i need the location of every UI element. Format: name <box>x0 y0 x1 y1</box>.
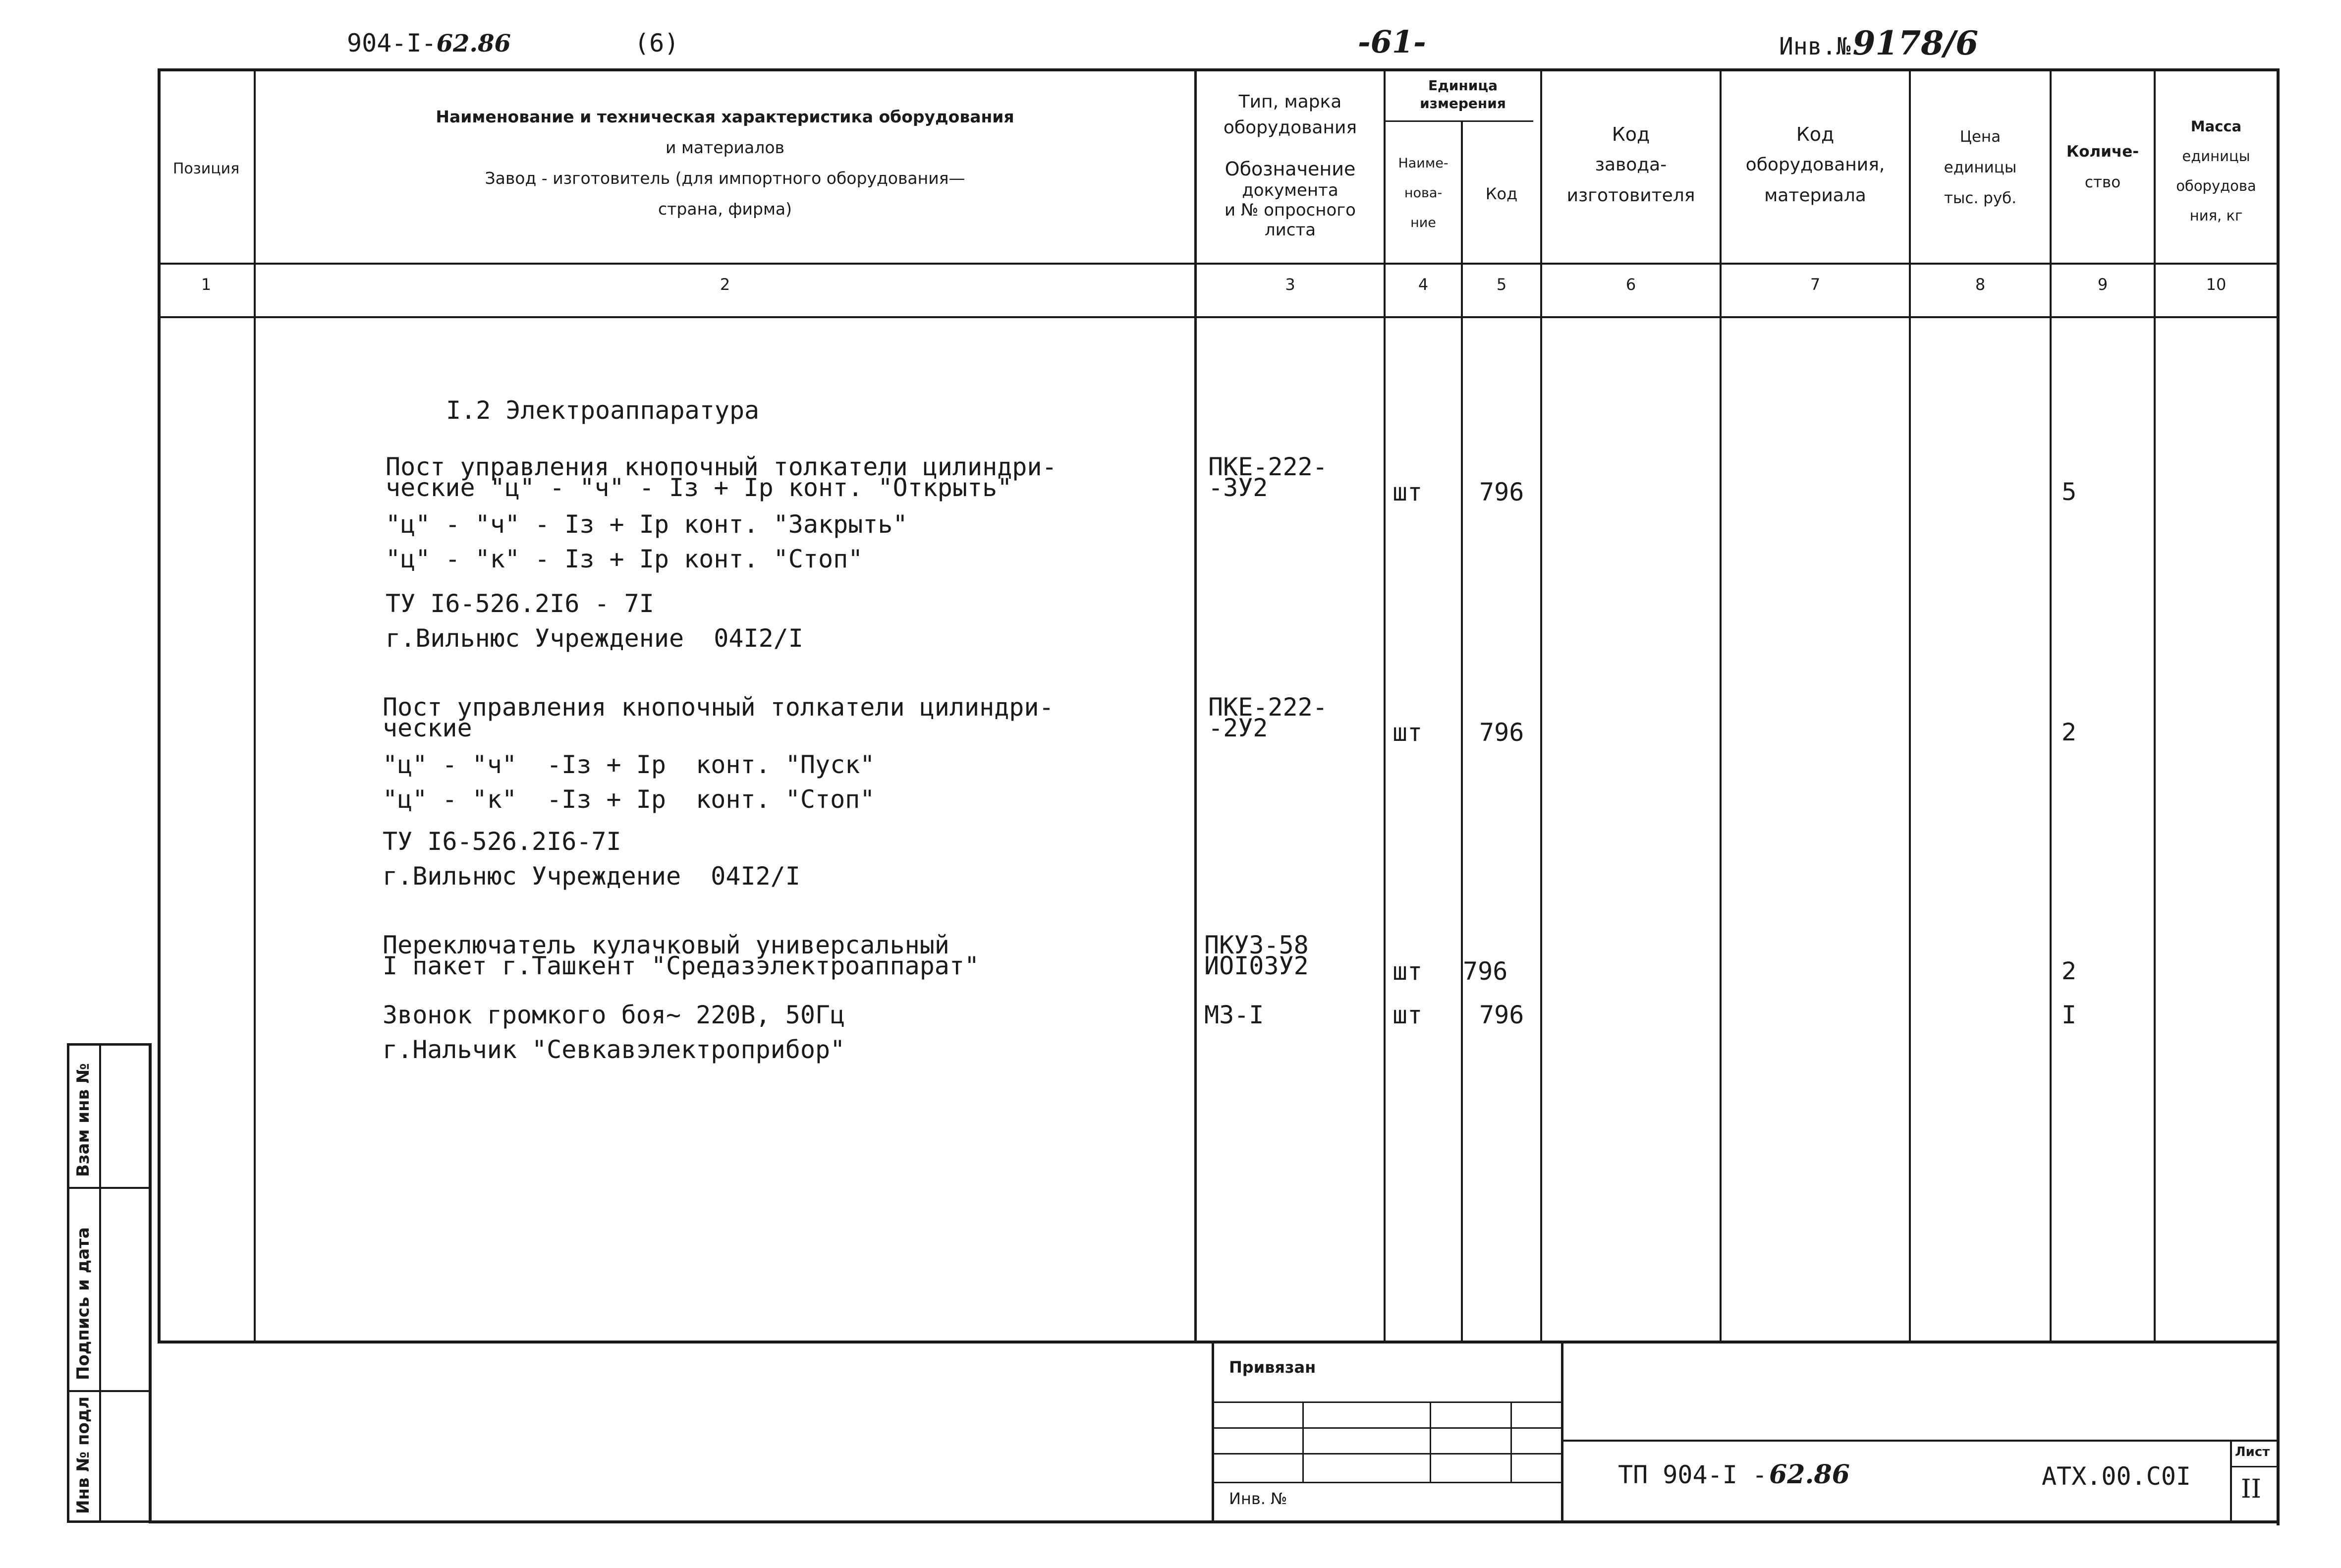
item-1-line-5: ТУ I6-526.2I6 - 7I <box>386 589 654 618</box>
inventory-handwritten: 9178/6 <box>1852 24 1979 62</box>
item-3-type-line-1: ПКУ3-58 <box>1204 931 1309 959</box>
footer-grid-h2 <box>1214 1427 1561 1429</box>
col-divider-8 <box>2050 68 2052 1342</box>
sheet-index: (6) <box>634 29 679 57</box>
header-mass <box>2156 112 2277 230</box>
footer-inv-label: Инв. № <box>1229 1489 1287 1508</box>
header-mass-line-2: единицы <box>2182 148 2250 165</box>
frame-table-bottom <box>158 1341 2280 1344</box>
header-doc-line-1: Обозначение <box>1225 158 1356 180</box>
col-number-1: 1 <box>201 275 212 294</box>
col-number-9: 9 <box>2097 275 2108 294</box>
footer-bound-left <box>1212 1343 1214 1521</box>
header-unit-name-line-3: ние <box>1410 215 1436 230</box>
item-4-line-2: г.Нальчик "Севкавэлектроприбор" <box>383 1035 845 1064</box>
frame-right <box>2277 68 2280 1525</box>
header-doc-line-3: и № опросного <box>1225 200 1356 220</box>
side-strip-left <box>67 1043 69 1523</box>
frame-left <box>158 68 161 1343</box>
item-3-line-1: Переключатель кулачковый универсальный <box>383 931 949 959</box>
item-2-type-line-2: -2У2 <box>1208 714 1268 742</box>
header-unit <box>1386 77 1540 112</box>
unit-group-rule <box>1384 120 1533 122</box>
col-divider-5 <box>1540 68 1542 1342</box>
col-divider-4 <box>1461 121 1463 1342</box>
item-2-line-6: г.Вильнюс Учреждение 04I2/I <box>383 862 800 891</box>
inventory-number <box>1779 24 1978 62</box>
footer-grid-v1 <box>1302 1401 1304 1482</box>
header-equip-line-2: оборудования, <box>1745 155 1885 175</box>
footer-grid-v3 <box>1510 1401 1512 1482</box>
col-number-7: 7 <box>1810 275 1821 294</box>
header-qty-line-2: ство <box>2084 173 2121 191</box>
header-unit-line-1: Единица <box>1428 77 1498 94</box>
side-strip-divider <box>99 1043 101 1523</box>
header-name-line-4: страна, фирма) <box>658 199 792 219</box>
item-2-type-line-1: ПКЕ-222- <box>1208 693 1328 722</box>
header-mass-line-1: Масса <box>2190 118 2242 135</box>
header-equip-line-3: материала <box>1764 185 1866 206</box>
footer-bound-right <box>1561 1343 1563 1521</box>
header-mass-line-3: оборудова <box>2176 177 2256 194</box>
col-divider-9 <box>2154 68 2156 1342</box>
frame-bottom <box>149 1520 2280 1523</box>
header-unit-code: Код <box>1485 184 1518 203</box>
item-2-line-3: "ц" - "ч" -Iз + Iр конт. "Пуск" <box>383 750 875 779</box>
item-4-code: 796 <box>1479 1001 1524 1029</box>
item-2-quantity: 2 <box>2062 719 2077 746</box>
page-number: -61- <box>1358 24 1426 60</box>
header-type-line-1: Тип, марка <box>1238 92 1342 112</box>
side-inv-original: Инв № подл <box>73 1396 93 1514</box>
side-inv-replace: Взам инв № <box>73 1063 93 1177</box>
header-position: Позиция <box>172 160 240 177</box>
item-2-unit: шт <box>1393 718 1423 747</box>
item-1-line-1: Пост управления кнопочный толкатели цилиндри- <box>386 452 1057 481</box>
col-number-8: 8 <box>1975 275 1986 294</box>
footer-project-prefix: ТП 904-I - <box>1618 1460 1768 1489</box>
side-strip-bottom <box>67 1520 149 1523</box>
footer-grid-h3 <box>1214 1453 1561 1455</box>
header-type <box>1197 89 1384 141</box>
header-doc-line-4: листа <box>1264 220 1316 240</box>
item-1-type-line-1: ПКЕ-222- <box>1208 452 1328 481</box>
col-number-2: 2 <box>720 275 730 294</box>
footer-sheet-number: II <box>2241 1474 2262 1504</box>
header-equip-line-1: Код <box>1796 123 1835 145</box>
side-strip-rule-1 <box>67 1187 149 1189</box>
item-2-code: 796 <box>1479 718 1524 747</box>
item-2-line-5: ТУ I6-526.2I6-7I <box>383 827 621 856</box>
header-equipment-code <box>1722 119 1909 211</box>
item-1-line-3: "ц" - "ч" - Iз + Iр конт. "Закрыть" <box>386 510 908 539</box>
item-1-line-2: ческие "ц" - "ч" - Iз + Iр конт. "Открыть" <box>386 473 1012 502</box>
item-4-quantity: I <box>2062 1001 2077 1029</box>
header-maker-code <box>1542 119 1720 211</box>
series-prefix: 904-I- <box>347 29 437 57</box>
side-strip-rule-2 <box>67 1390 149 1392</box>
item-2-line-2: ческие <box>383 714 472 742</box>
col-divider-1 <box>254 68 256 1342</box>
footer-doc-code: АТХ.00.С0I <box>2042 1462 2191 1491</box>
header-unit-name-line-1: Наиме- <box>1398 156 1449 171</box>
col-divider-7 <box>1909 68 1911 1342</box>
side-signature-date: Подпись и дата <box>73 1227 93 1380</box>
header-doc-line-2: документа <box>1242 180 1338 200</box>
header-mass-line-4: ния, кг <box>2189 207 2243 224</box>
footer-grid-h4 <box>1214 1482 1561 1483</box>
side-strip-top <box>67 1043 149 1046</box>
header-name <box>256 102 1194 224</box>
item-4-line-1: Звонок громкого боя~ 220В, 50Гц <box>383 1001 845 1029</box>
item-1-line-6: г.Вильнюс Учреждение 04I2/I <box>386 624 803 653</box>
header-maker-line-2: завода- <box>1595 155 1667 175</box>
item-2-line-4: "ц" - "к" -Iз + Iр конт. "Стоп" <box>383 785 875 814</box>
col-number-4: 4 <box>1418 275 1429 294</box>
col-number-3: 3 <box>1285 275 1295 294</box>
header-document <box>1197 158 1384 240</box>
col-divider-6 <box>1720 68 1722 1342</box>
header-quantity <box>2052 136 2154 198</box>
header-unit-name <box>1386 149 1461 238</box>
section-title: I.2 Электроаппаратура <box>446 396 760 425</box>
item-1-code: 796 <box>1479 478 1524 506</box>
header-unit-name-line-2: нова- <box>1404 185 1443 201</box>
header-qty-line-1: Количе- <box>2066 143 2139 161</box>
series-number <box>347 29 511 57</box>
footer-title-rule <box>1561 1440 2280 1442</box>
item-3-type-line-2: ИОI03У2 <box>1204 952 1309 980</box>
item-1-line-4: "ц" - "к" - Iз + Iр конт. "Стоп" <box>386 545 863 573</box>
item-1-unit: шт <box>1393 478 1423 506</box>
header-price-line-1: Цена <box>1959 128 2001 146</box>
frame-side-left <box>149 1043 152 1523</box>
footer-sheet-label: Лист <box>2235 1445 2270 1459</box>
footer-bound-label: Привязан <box>1229 1358 1316 1377</box>
item-2-line-1: Пост управления кнопочный толкатели цилиндри- <box>383 693 1054 722</box>
header-rule <box>158 263 2280 265</box>
col-number-6: 6 <box>1625 275 1636 294</box>
footer-grid-v2 <box>1430 1401 1431 1482</box>
footer-sheet-rule <box>2230 1466 2280 1467</box>
series-handwritten: 62.86 <box>436 30 511 57</box>
item-4-type: М3-I <box>1204 1001 1264 1029</box>
footer-sheet-divider <box>2230 1440 2232 1523</box>
header-price-line-3: тыс. руб. <box>1944 189 2017 207</box>
header-maker-line-3: изготовителя <box>1566 185 1695 206</box>
colnum-rule <box>158 316 2280 318</box>
header-name-line-2: и материалов <box>666 138 784 157</box>
item-1-quantity: 5 <box>2062 478 2077 506</box>
header-name-line-3: Завод - изготовитель (для импортного оборудования— <box>485 168 965 188</box>
footer-project-handwritten: 62.86 <box>1769 1459 1850 1490</box>
header-unit-line-2: измерения <box>1420 95 1506 112</box>
item-4-unit: шт <box>1393 1001 1423 1029</box>
frame-top <box>158 68 2280 71</box>
inventory-label: Инв.№ <box>1779 33 1851 60</box>
col-number-10: 10 <box>2206 275 2227 294</box>
footer-grid-h1 <box>1214 1401 1561 1403</box>
header-price-line-2: единицы <box>1944 159 2017 176</box>
item-1-type-line-2: -3У2 <box>1208 473 1268 502</box>
col-divider-3 <box>1384 68 1386 1342</box>
item-3-unit: шт <box>1393 957 1423 986</box>
col-divider-2 <box>1194 68 1197 1342</box>
item-3-code: 796 <box>1463 957 1508 986</box>
col-number-5: 5 <box>1496 275 1507 294</box>
item-3-quantity: 2 <box>2062 957 2077 985</box>
item-3-line-2: I пакет г.Ташкент "Средазэлектроаппарат" <box>383 952 980 980</box>
header-type-line-2: оборудования <box>1223 117 1357 138</box>
header-price <box>1911 121 2050 214</box>
header-name-line-1: Наименование и техническая характеристика оборудования <box>436 107 1014 126</box>
footer-project <box>1618 1459 1850 1490</box>
header-maker-line-1: Код <box>1612 123 1650 145</box>
